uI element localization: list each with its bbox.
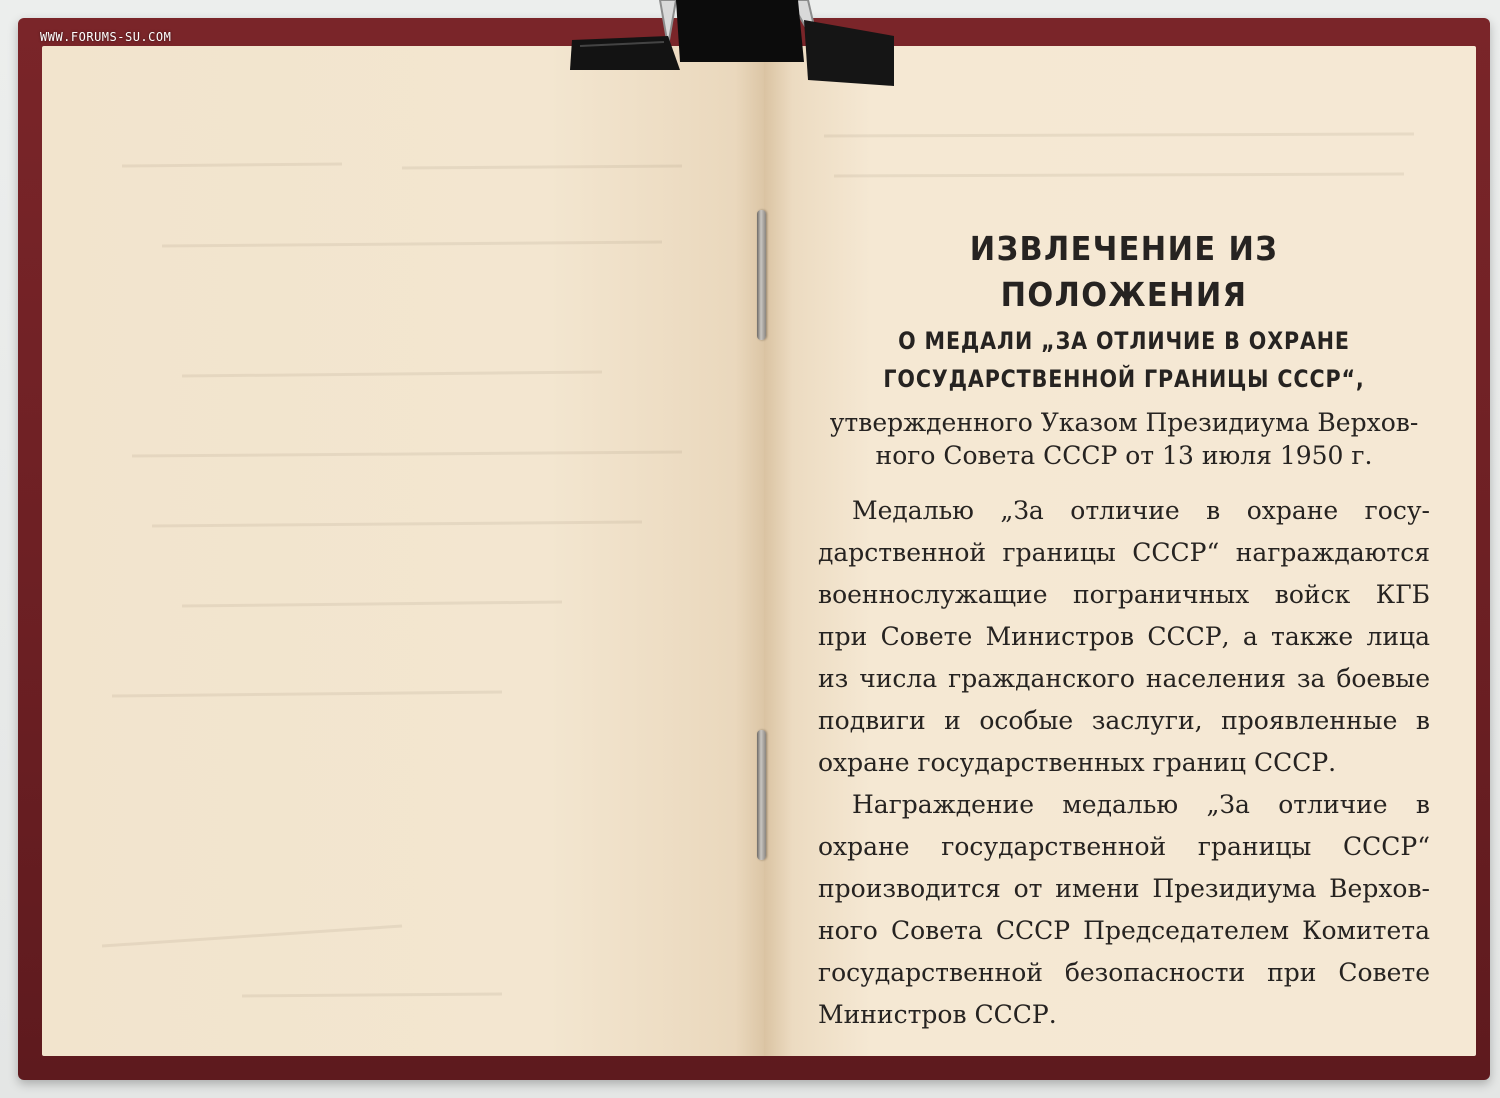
paragraph-award-eligibility	[818, 490, 1430, 784]
paragraph-line: военнослужащие пограничных войск КГБ	[818, 580, 1430, 609]
staple-bottom	[757, 730, 766, 860]
binder-clip	[568, 0, 898, 88]
approval-line: ного Совета СССР от 13 июля 1950 г.	[875, 441, 1373, 470]
paragraph-line: дарственной границы СССР“ награждаются	[818, 538, 1430, 567]
staple-top	[757, 210, 766, 340]
paragraph-line: ного Совета СССР Председателем Комитета	[818, 916, 1430, 945]
paragraph-line: производится от имени Президиума Верхов-	[818, 874, 1430, 903]
medal-regulation-extract	[818, 226, 1430, 1036]
paragraph-line: в охране государственных границ СССР.	[818, 706, 1430, 777]
paragraph-line: Медалью „За отличие в охране госу-	[852, 496, 1430, 525]
paragraph-line: охране государственной границы СССР“	[818, 832, 1430, 861]
paragraph-line: из числа гражданского населения за боевые	[818, 664, 1430, 693]
bleed-through-marks	[42, 46, 764, 1056]
paragraph-line: Награждение медалью „За отличие в	[852, 790, 1430, 819]
subtitle-line: О МЕДАЛИ „ЗА ОТЛИЧИЕ В ОХРАНЕ	[898, 327, 1350, 355]
watermark: WWW.FORUMS-SU.COM	[40, 30, 172, 44]
left-page	[42, 46, 764, 1056]
document-title: ИЗВЛЕЧЕНИЕ ИЗ ПОЛОЖЕНИЯ	[969, 229, 1279, 314]
paragraph-award-procedure	[818, 784, 1430, 1036]
paragraph-line: государственной безопасности при Совете	[818, 958, 1430, 987]
paragraph-line: при Совете Министров СССР, а также лица	[818, 622, 1430, 651]
document-subtitle	[861, 322, 1387, 398]
paragraph-line: Министров СССР.	[818, 1000, 1057, 1029]
subtitle-line: ГОСУДАРСТВЕННОЙ ГРАНИЦЫ СССР“,	[883, 365, 1365, 393]
paragraph-line: подвиги и особые заслуги, проявленные	[818, 706, 1398, 735]
approval-statement	[818, 406, 1430, 472]
approval-line: утвержденного Указом Президиума Верхов-	[829, 408, 1419, 437]
